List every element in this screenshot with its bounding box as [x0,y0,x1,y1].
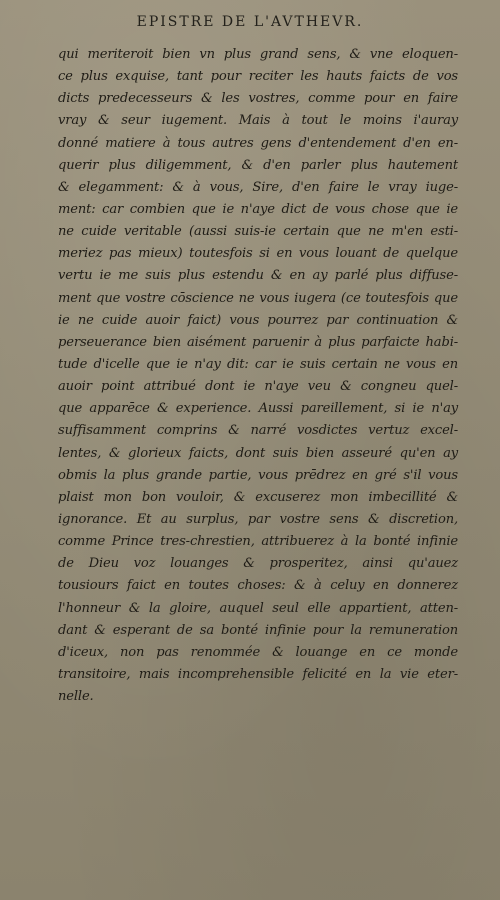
text-line: vertu ie me suis plus estendu & en ay parlé plus diffuse- [58,268,458,284]
text-line: ment que vostre cōscience ne vous iugera (ce toutesfois que [58,290,458,306]
text-line: nelle. [58,689,94,705]
text-line: dant & esperant de sa bonté infinie pour la remuneration [58,622,458,638]
text-line: d'iceux, non pas renommée & louange en ce monde [58,644,458,660]
running-head: EPISTRE DE L'AVTHEVR. [136,14,364,30]
text-line: querir plus diligemment, & d'en parler plus hautement [58,157,458,173]
text-line: auoir point attribué dont ie n'aye veu & congneu quel- [58,379,458,395]
text-line: lentes, & glorieux faicts, dont suis bien asseuré qu'en ay [58,445,458,461]
text-line: que apparēce & experience. Aussi pareillement, si ie n'ay [58,401,458,417]
text-line: tude d'icelle que ie n'ay dit: car ie suis certain ne vous en [58,356,458,372]
text-line: qui meriteroit bien vn plus grand sens, & vne eloquen- [58,47,458,62]
text-line: ment: car combien que ie n'aye dict de vous chose que ie [58,201,458,217]
text-line: perseuerance bien aisément paruenir à plus parfaicte habi- [58,334,458,350]
text-line: ignorance. Et au surplus, par vostre sens & discretion, [58,511,458,527]
text-line: de Dieu voz louanges & prosperitez, ainsi qu'auez [58,556,458,572]
text-line: tousiours faict en toutes choses: & à celuy en donnerez [58,578,458,594]
text-line: donné matiere à tous autres gens d'entendement d'en en- [58,135,458,151]
text-line: plaist mon bon vouloir, & excuserez mon imbecillité & [58,489,458,505]
text-line: comme Prince tres-chrestien, attribuerez à la bonté infinie [58,534,458,550]
text-line: meriez pas mieux) toutesfois si en vous louant de quelque [58,246,458,262]
text-line: ce plus exquise, tant pour reciter les hauts faicts de vos [58,69,458,85]
text-line: l'honneur & la gloire, auquel seul elle appartient, atten- [58,600,458,616]
text-line: & elegamment: & à vous, Sire, d'en faire le vray iuge- [58,179,458,195]
text-line: ne cuide veritable (aussi suis-ie certain que ne m'en esti- [58,224,458,240]
text-line: ie ne cuide auoir faict) vous pourrez par continuation & [58,312,458,328]
text-line: dicts predecesseurs & les vostres, comme pour en faire [58,91,458,107]
text-line: vray & seur iugement. Mais à tout le moins i'auray [58,113,458,129]
body-text [58,44,458,708]
text-line: suffisamment comprins & narré vosdictes vertuz excel- [58,423,458,439]
text-line: obmis la plus grande partie, vous prēdrez en gré s'il vous [58,467,458,483]
text-line: transitoire, mais incomprehensible felicité en la vie eter- [58,666,458,682]
